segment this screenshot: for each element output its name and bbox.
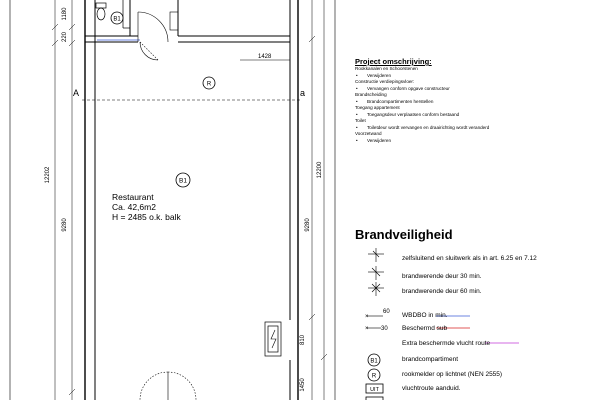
- legend-label: vluchtroute aanduid.: [402, 385, 461, 392]
- dim-top-left: 1180: [62, 7, 68, 21]
- shaft-icon: [265, 322, 281, 356]
- project-heading-item: Brandscheiding: [355, 92, 387, 97]
- dim-height-outer: 12202: [45, 166, 51, 184]
- svg-text:60: 60: [383, 309, 390, 315]
- room-name: Restaurant: [112, 192, 154, 202]
- smoke-detector-icon: [368, 369, 380, 381]
- compartment-icon: [176, 173, 190, 187]
- project-bullet-item: • Brandcompartimenten herstellen: [367, 99, 433, 105]
- room-area: Ca. 42,6m2: [112, 202, 156, 212]
- exit-sign-icon: [366, 384, 383, 393]
- compartment-icon: [111, 12, 123, 24]
- section-marker-left: A: [73, 88, 80, 98]
- fire-safety-title: Brandveiligheid: [355, 227, 453, 242]
- door-swing: [138, 12, 178, 60]
- room-height: H = 2485 o.k. balk: [112, 212, 181, 222]
- dim-right-lower: 810: [300, 334, 306, 346]
- legend-label: brandwerende deur 30 min.: [402, 273, 482, 280]
- dim-right-outer: 12200: [317, 161, 323, 179]
- dim-upper-left: 220: [62, 31, 68, 43]
- legend-label: rookmelder op lichtnet (NEN 2555): [402, 371, 503, 378]
- project-bullet-item: • Toiletdeur wordt vervangen en draairichting wordt veranderd: [367, 125, 489, 131]
- legend-label: brandcompartiment: [402, 356, 458, 363]
- right-dimension-chain: [309, 0, 327, 400]
- svg-text:UIT: UIT: [370, 387, 379, 393]
- project-bullet-item: • Vervangen conform opgave constructeur: [367, 86, 450, 92]
- svg-text:B1: B1: [113, 16, 121, 23]
- compartment-icon: [368, 354, 380, 366]
- project-heading-item: Voorzetwand: [355, 131, 382, 136]
- legend-label: WBDBO in min.: [402, 312, 448, 319]
- project-heading-item: Toilet: [355, 118, 366, 123]
- fire-door-30-icon: [368, 266, 384, 280]
- self-closing-door-icon: [368, 248, 384, 262]
- dim-right-inner: 9280: [305, 218, 311, 232]
- legend-label: Beschermd sub: [402, 325, 448, 332]
- dim-corridor: 1428: [258, 54, 272, 60]
- svg-text:×: ×: [365, 326, 369, 332]
- svg-text:B1: B1: [179, 177, 187, 185]
- project-bullet-item: • Verwijderen: [367, 73, 391, 79]
- project-heading-item: Constructie verdiepingsvloer:: [355, 79, 415, 84]
- legend-label: Extra beschermde vlucht route: [402, 340, 491, 347]
- svg-text:R: R: [206, 81, 212, 88]
- project-bullet-item: • Verwijderen: [367, 138, 391, 144]
- entrance-door: [140, 372, 196, 400]
- section-marker-right: a: [300, 88, 306, 98]
- smoke-detector-icon: [203, 77, 215, 89]
- legend-label: zelfsluitend en sluitwerk als in art. 6.25 en 7.12: [402, 255, 537, 262]
- dim-height-inner: 9280: [62, 218, 68, 232]
- fire-door-60-icon: [368, 282, 384, 296]
- svg-text:B1: B1: [370, 358, 378, 365]
- svg-text:×: ×: [365, 314, 369, 320]
- svg-text:R: R: [371, 373, 377, 380]
- left-dimension-chain: [52, 0, 75, 400]
- dim-right-bottom: 1450: [300, 378, 306, 392]
- project-bullet-item: • Toegangsdeur verplaatsen conform bestaand: [367, 112, 459, 118]
- project-heading-item: Rookkanalen en Schoorstenen: [355, 66, 418, 71]
- project-heading-item: Toegang appartement: [355, 105, 400, 110]
- svg-text:30: 30: [381, 326, 388, 332]
- legend-label: brandwerende deur 60 min.: [402, 288, 482, 295]
- project-description-title: Project omschrijving:: [355, 57, 432, 66]
